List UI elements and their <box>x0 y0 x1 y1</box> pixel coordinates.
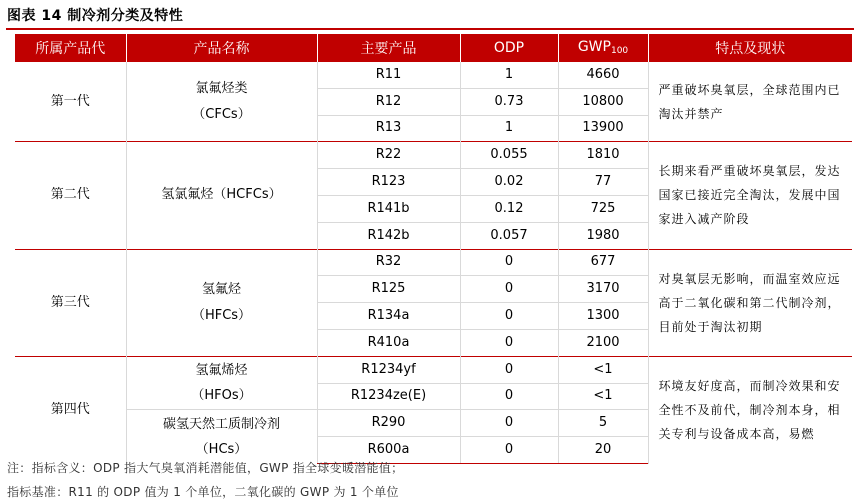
main-product-cell: R13 <box>317 115 460 142</box>
odp-cell: 0.02 <box>460 169 558 196</box>
gwp-cell: 1300 <box>558 303 648 330</box>
odp-cell: 0 <box>460 410 558 437</box>
product-name-cell: 碳氢天然工质制冷剂 （HCs） <box>126 410 317 464</box>
table-row <box>15 62 852 89</box>
gwp-cell: 1810 <box>558 142 648 169</box>
gwp-cell: 725 <box>558 195 648 222</box>
gwp-cell: 10800 <box>558 88 648 115</box>
main-product-cell: R141b <box>317 195 460 222</box>
odp-cell: 0 <box>460 249 558 276</box>
gwp-cell: 3170 <box>558 276 648 303</box>
header-odp: ODP <box>460 34 558 62</box>
header-gwp-subscript: 100 <box>610 46 629 56</box>
gwp-cell: 20 <box>558 437 648 464</box>
main-product-cell: R12 <box>317 88 460 115</box>
odp-cell: 0 <box>460 329 558 356</box>
generation-cell: 第四代 <box>15 356 126 463</box>
main-product-cell: R32 <box>317 249 460 276</box>
header-generation: 所属产品代 <box>15 34 126 62</box>
odp-cell: 0 <box>460 437 558 464</box>
gwp-cell: 4660 <box>558 62 648 89</box>
odp-cell: 0.12 <box>460 195 558 222</box>
title-rule <box>6 28 854 30</box>
gwp-cell: <1 <box>558 383 648 410</box>
main-product-cell: R123 <box>317 169 460 196</box>
generation-cell: 第三代 <box>15 249 126 356</box>
odp-cell: 0 <box>460 356 558 383</box>
header-features: 特点及现状 <box>648 34 852 62</box>
odp-cell: 1 <box>460 62 558 89</box>
header-product-name: 产品名称 <box>126 34 317 62</box>
main-product-cell: R11 <box>317 62 460 89</box>
header-gwp-label: GWP <box>577 39 611 55</box>
table-row <box>15 142 852 169</box>
odp-cell: 0 <box>460 383 558 410</box>
features-cell: 对臭氧层无影响，而温室效应远高于二氧化碳和第二代制冷剂，目前处于淘汰初期 <box>648 249 852 356</box>
footnote-baseline: 指标基准：R11 的 ODP 值为 1 个单位，二氧化碳的 GWP 为 1 个单位 <box>7 485 399 499</box>
footnote-meaning: 注：指标含义：ODP 指大气臭氧消耗潜能值，GWP 指全球变暖潜能值； <box>7 461 404 475</box>
odp-cell: 1 <box>460 115 558 142</box>
header-main-product: 主要产品 <box>317 34 460 62</box>
table-header-row <box>15 34 852 62</box>
product-name-cell: 氢氟烯烃 （HFOs） <box>126 356 317 410</box>
features-cell: 环境友好度高，而制冷效果和安全性不及前代，制冷剂本身，相关专利与设备成本高，易燃 <box>648 356 852 463</box>
main-product-cell: R290 <box>317 410 460 437</box>
odp-cell: 0 <box>460 276 558 303</box>
header-gwp <box>558 34 648 62</box>
odp-cell: 0.057 <box>460 222 558 249</box>
main-product-cell: R22 <box>317 142 460 169</box>
table-row <box>15 356 852 383</box>
gwp-cell: 1980 <box>558 222 648 249</box>
gwp-cell: 2100 <box>558 329 648 356</box>
product-name-cell: 氯氟烃类 （CFCs） <box>126 62 317 142</box>
main-product-cell: R410a <box>317 329 460 356</box>
refrigerant-table <box>15 34 852 464</box>
odp-cell: 0.055 <box>460 142 558 169</box>
gwp-cell: 13900 <box>558 115 648 142</box>
table-body <box>15 62 852 464</box>
table-row <box>15 249 852 276</box>
features-cell: 长期来看严重破坏臭氧层，发达国家已接近完全淘汰，发展中国家进入减产阶段 <box>648 142 852 249</box>
main-product-cell: R134a <box>317 303 460 330</box>
generation-cell: 第二代 <box>15 142 126 249</box>
main-product-cell: R1234ze(E) <box>317 383 460 410</box>
product-name-cell: 氢氯氟烃（HCFCs） <box>126 142 317 249</box>
odp-cell: 0.73 <box>460 88 558 115</box>
gwp-cell: 77 <box>558 169 648 196</box>
odp-cell: 0 <box>460 303 558 330</box>
generation-cell: 第一代 <box>15 62 126 142</box>
main-product-cell: R600a <box>317 437 460 464</box>
gwp-cell: <1 <box>558 356 648 383</box>
gwp-cell: 677 <box>558 249 648 276</box>
gwp-cell: 5 <box>558 410 648 437</box>
main-product-cell: R1234yf <box>317 356 460 383</box>
main-product-cell: R142b <box>317 222 460 249</box>
main-product-cell: R125 <box>317 276 460 303</box>
figure-title: 图表 14 制冷剂分类及特性 <box>7 8 184 24</box>
product-name-cell: 氢氟烃 （HFCs） <box>126 249 317 356</box>
features-cell: 严重破坏臭氧层，全球范围内已淘汰并禁产 <box>648 62 852 142</box>
